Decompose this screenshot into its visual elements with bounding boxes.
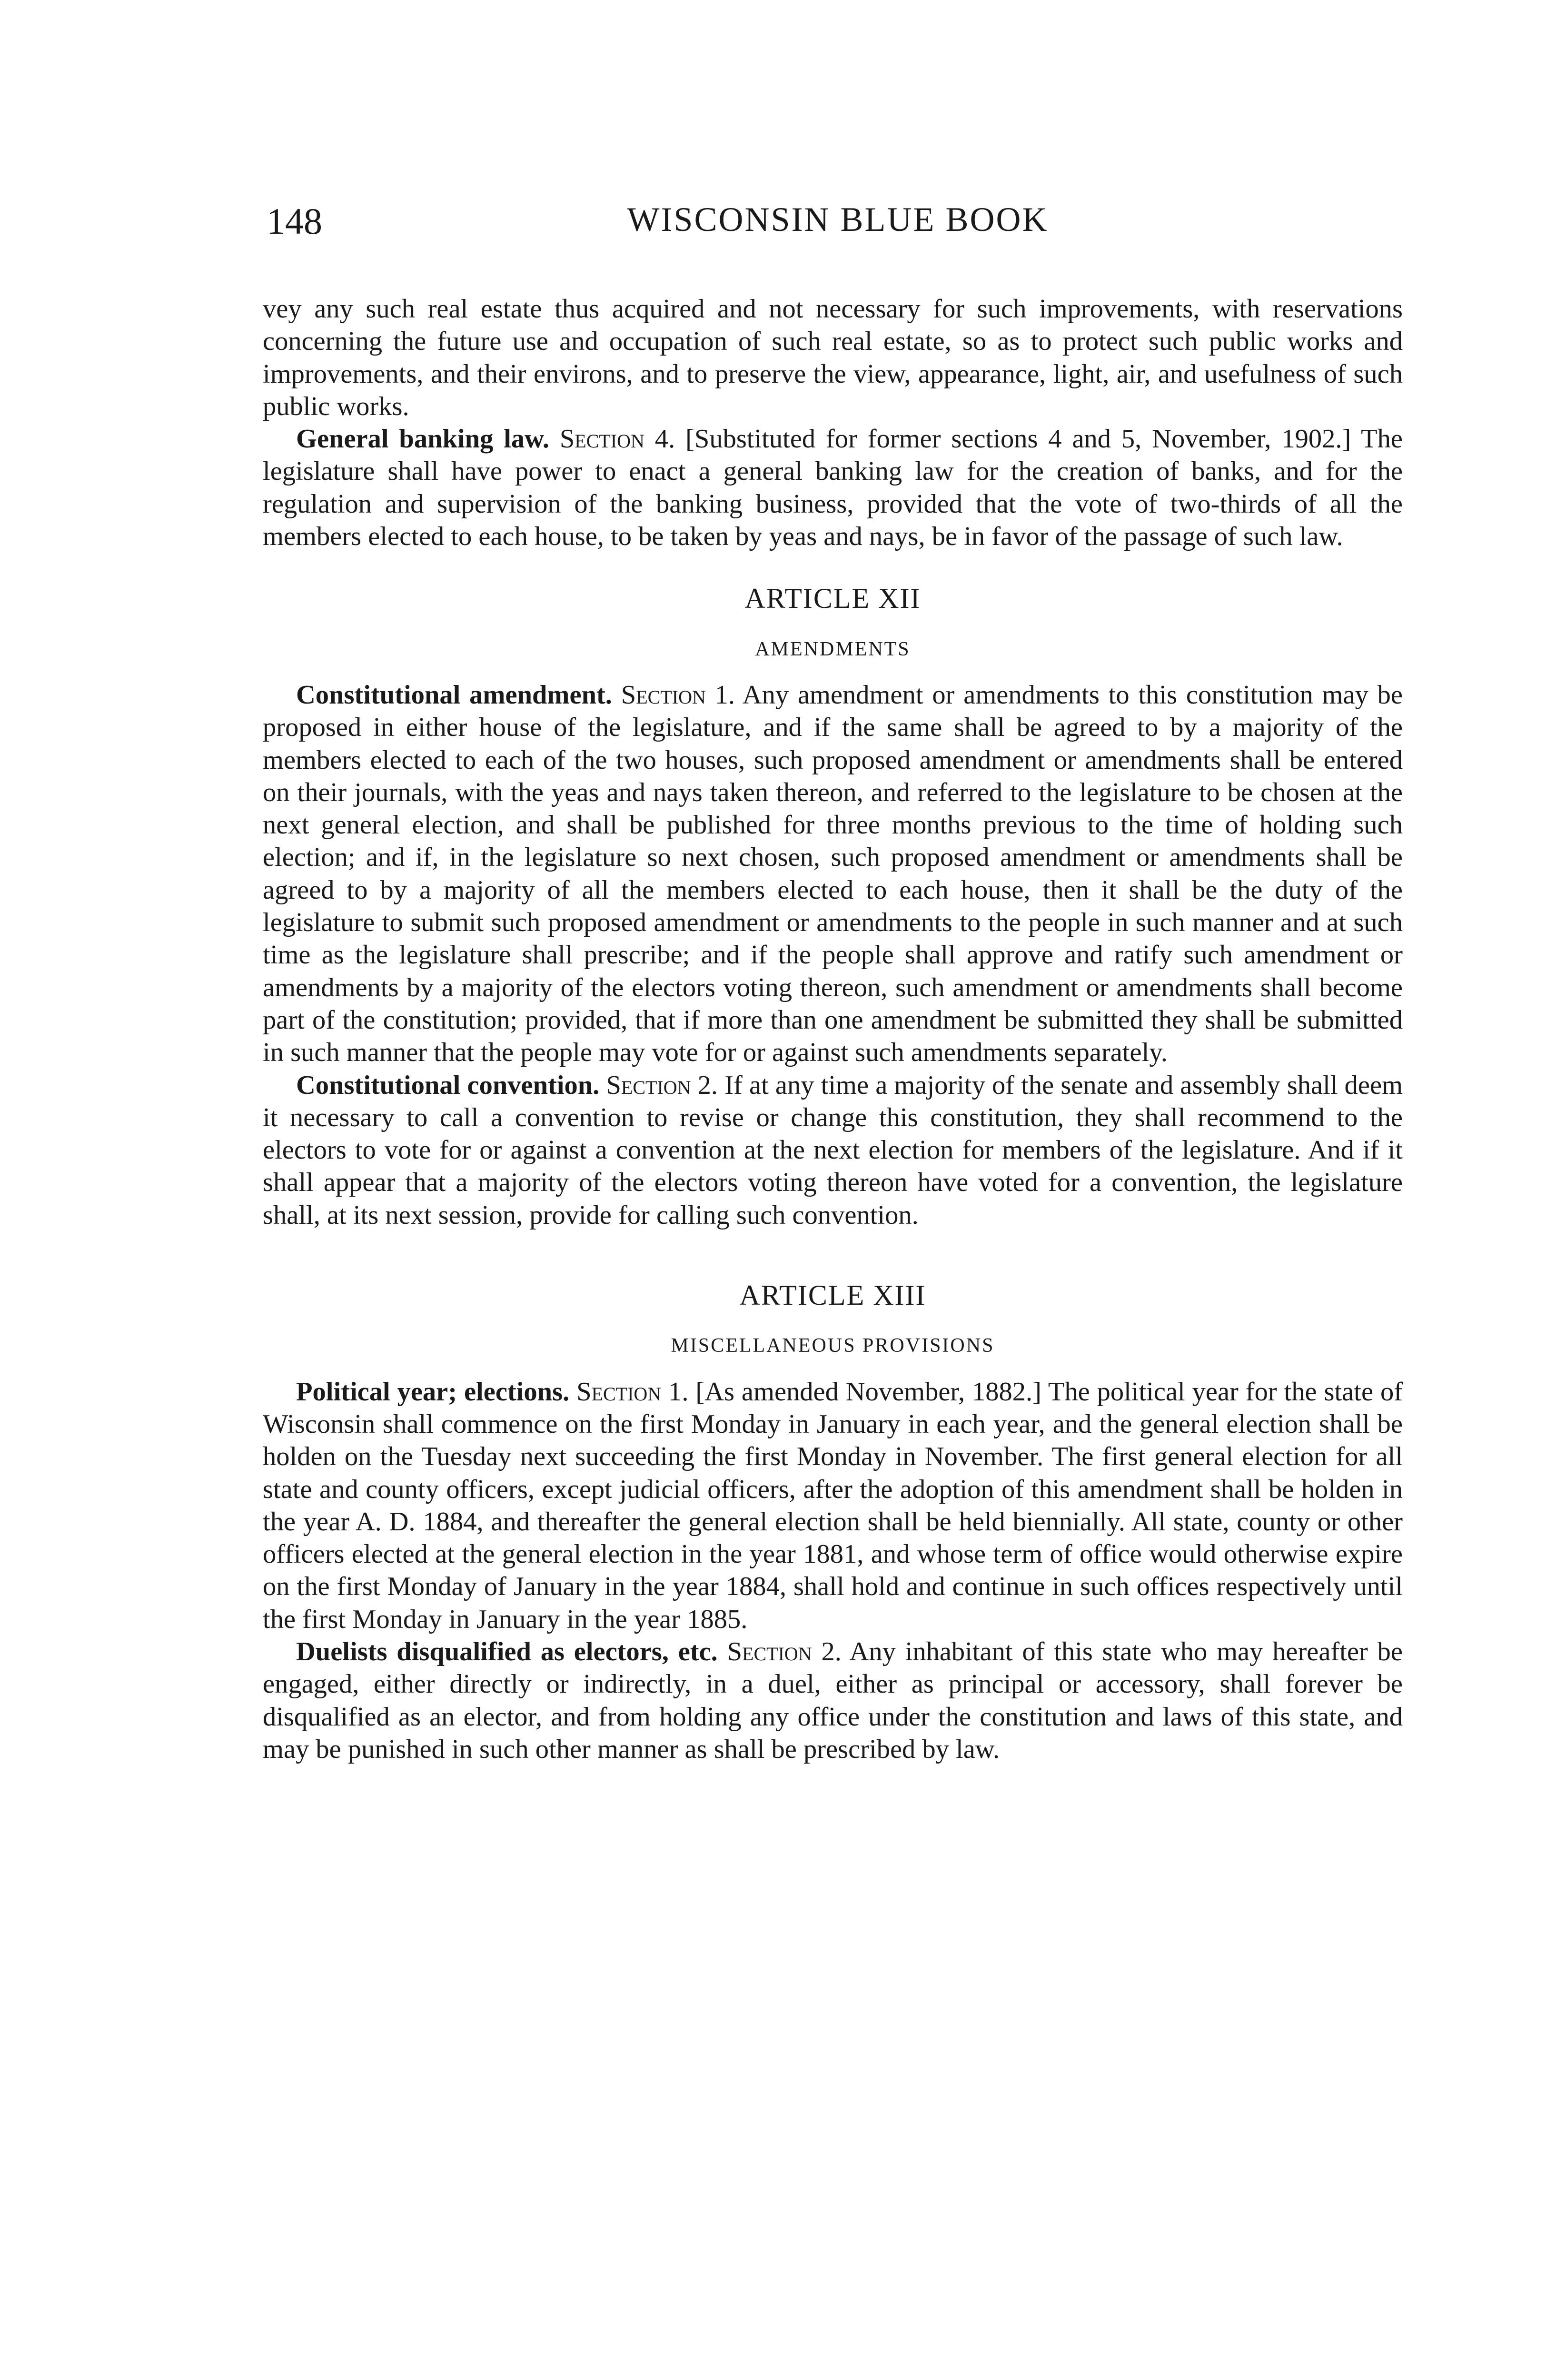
article-xiii-section-1 [263, 1376, 1403, 1636]
section-text: [Substituted for former sections 4 and 5, November, 1902.] The legislature shall have power to enact a general banking law for the creation of banks, and for the regulation and supervision of the banking business, provided that the vote of two-thirds of all the members elected to each house, to be taken by yeas and nays, be in favor of the passage of such law. [263, 424, 1403, 552]
page-body [263, 293, 1403, 1765]
article-xii-section-1 [263, 679, 1403, 1069]
running-title: WISCONSIN BLUE BOOK [627, 200, 1049, 238]
page-number: 148 [267, 200, 322, 242]
section-label: Section 2. [727, 1636, 842, 1666]
section-text: Any amendment or amendments to this constitution may be proposed in either house of the legislature, and if the same shall be agreed to by a majority of the members elected to each of the two houses, such proposed amendment or amendments shall be entered on their journals, with the yeas and nays taken thereon, and referred to the legislature to be chosen at the next general election, and shall be published for three months previous to the time of holding such election; and if, in the legislature so next chosen, such proposed amendment or amendments shall be agreed to by a majority of all the members elected to each house, then it shall be the duty of the legislature to submit such proposed amendment or amendments to the people in such manner and at such time as the legislature shall prescribe; and if the people shall approve and ratify such amendment or amendments by a majority of the electors voting thereon, such amendment or amendments shall become part of the constitution; provided, that if more than one amendment be submitted they shall be submitted in such manner that the people may vote for or against such amendments separately. [263, 680, 1403, 1068]
article-xiii-subtitle: MISCELLANEOUS PROVISIONS [671, 1335, 995, 1357]
article-xiii-title: ARTICLE XIII [739, 1279, 926, 1311]
continuation-paragraph: vey any such real estate thus acquired and not necessary for such improvements, with reservations concerning the future use and occupation of such real estate, so as to protect such public works and improvements, and their environs, and to preserve the view, appearance, light, air, and usefulness of such public works. [263, 294, 1403, 421]
article-xii-section-2 [263, 1069, 1403, 1231]
section-text: Any inhabitant of this state who may hereafter be engaged, either directly or indirectly, in a duel, either as principal or accessory, shall forever be disqualified as an elector, and from holding any office under the constitution and laws of this state, and may be punished in such other manner as shall be prescribed by law. [263, 1636, 1403, 1764]
sidenote-duelists: Duelists disqualified as electors, etc. [296, 1636, 718, 1666]
article-xii-title: ARTICLE XII [744, 583, 921, 615]
sidenote-constitutional-amendment: Constitutional amendment. [296, 680, 612, 710]
banking-section-paragraph [263, 423, 1403, 553]
section-label: Section 4. [559, 424, 675, 454]
sidenote-political-year: Political year; elections. [296, 1377, 570, 1407]
section-label: Section 1. [621, 680, 735, 710]
article-xiii-section-2 [263, 1636, 1403, 1765]
section-label: Section 2. [606, 1070, 718, 1100]
section-label: Section 1. [576, 1377, 689, 1407]
article-xii-subtitle: AMENDMENTS [755, 638, 911, 660]
section-text: If at any time a majority of the senate and assembly shall deem it necessary to call a convention to revise or change this constitution, they shall recommend to the electors to vote for or against a convention at the next election for members of the legislature. And if it shall appear that a majority of the electors voting thereon have voted for a convention, the legislature shall, at its next session, provide for calling such convention. [263, 1070, 1403, 1230]
page-header [267, 200, 1409, 252]
sidenote-constitutional-convention: Constitutional convention. [296, 1070, 600, 1100]
sidenote-general-banking-law: General banking law. [296, 424, 549, 454]
section-text: [As amended November, 1882.] The political year for the state of Wisconsin shall commence on the first Monday in January in each year, and the general election shall be holden on the Tuesday next succeeding the first Monday in November. The first general election for all state and county officers, except judicial officers, after the adoption of this amendment shall be holden in the year A. D. 1884, and thereafter the general election shall be held biennially. All state, county or other officers elected at the general election in the year 1881, and whose term of office would otherwise expire on the first Monday of January in the year 1884, shall hold and continue in such offices respectively until the first Monday in January in the year 1885. [263, 1377, 1403, 1634]
